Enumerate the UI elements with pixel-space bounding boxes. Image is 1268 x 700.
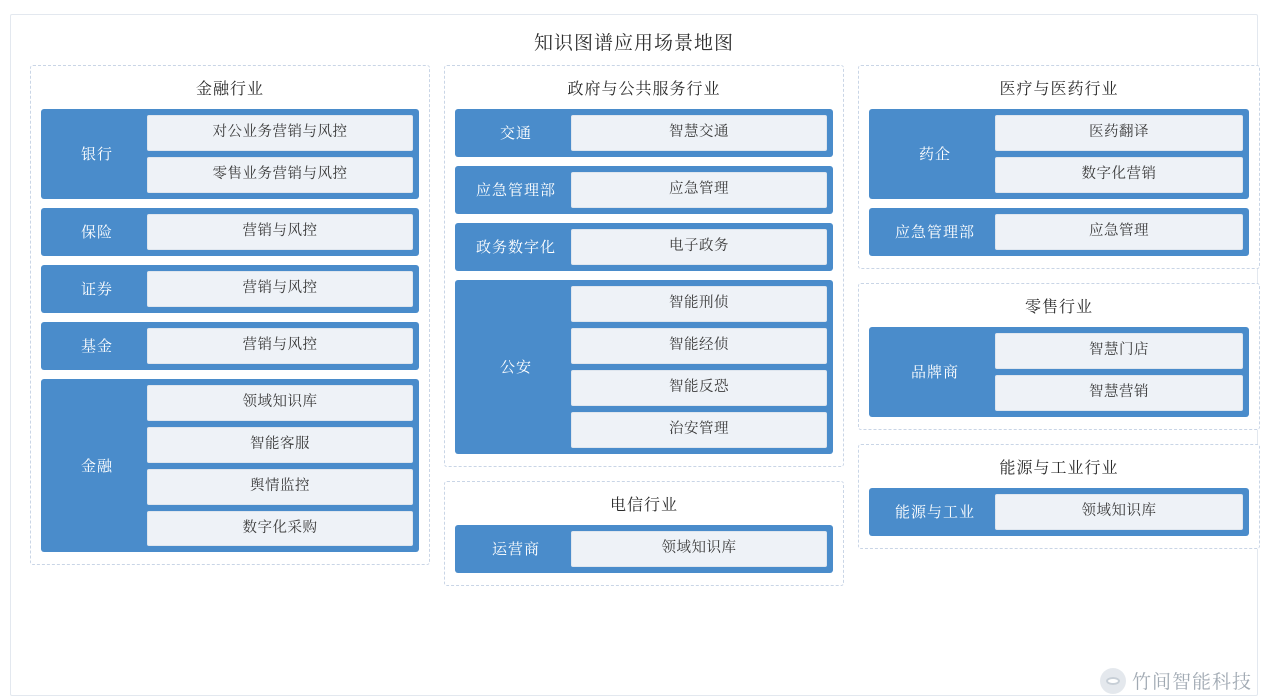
item-smart-store[interactable]: 智慧门店: [995, 333, 1243, 369]
group-government-digitalization[interactable]: [455, 223, 833, 271]
group-emergency-management-dept[interactable]: [455, 166, 833, 214]
column-middle: [444, 65, 844, 600]
item-pharma-translation[interactable]: 医药翻译: [995, 115, 1243, 151]
item-intelligent-counter-terrorism[interactable]: 智能反恐: [571, 370, 827, 406]
section-title-telecom: 电信行业: [609, 496, 678, 514]
group-items-pharma: [995, 115, 1243, 193]
group-fund[interactable]: [41, 322, 419, 370]
item-e-government[interactable]: 电子政务: [571, 229, 827, 265]
group-label-operator: 运营商: [491, 541, 540, 559]
watermark-text: 竹间智能科技: [1131, 672, 1252, 693]
item-intelligent-criminal-investigation[interactable]: 智能刑侦: [571, 286, 827, 322]
group-label-finance-general: 金融: [80, 458, 113, 476]
group-label-emergency-management-dept: 应急管理部: [475, 182, 556, 200]
item-smart-transportation[interactable]: 智慧交通: [571, 115, 827, 151]
group-items-transportation: [571, 115, 827, 151]
group-label-healthcare-emergency-dept: 应急管理部: [894, 224, 975, 242]
item-fund-marketing-risk[interactable]: 营销与风控: [147, 328, 413, 364]
item-telecom-domain-knowledge-base[interactable]: 领域知识库: [571, 531, 827, 567]
group-label-brand-owner: 品牌商: [910, 364, 959, 382]
group-label-pharma: 药企: [918, 146, 951, 164]
group-label-fund: 基金: [80, 338, 113, 356]
group-items-operator: [571, 531, 827, 567]
section-healthcare: [858, 65, 1260, 269]
group-insurance[interactable]: [41, 208, 419, 256]
section-government: [444, 65, 844, 467]
group-items-fund: [147, 328, 413, 364]
item-energy-domain-knowledge-base[interactable]: 领域知识库: [995, 494, 1243, 530]
section-title-finance: 金融行业: [195, 81, 264, 98]
item-digital-marketing[interactable]: 数字化营销: [995, 157, 1243, 193]
item-retail-marketing-risk[interactable]: 零售业务营销与风控: [147, 157, 413, 193]
group-items-public-security: [571, 286, 827, 448]
group-items-insurance: [147, 214, 413, 250]
watermark: [1100, 667, 1252, 694]
group-label-bank: 银行: [80, 146, 113, 164]
item-intelligent-customer-service[interactable]: 智能客服: [147, 427, 413, 463]
section-title-energy: 能源与工业行业: [999, 459, 1119, 477]
section-finance: [30, 65, 430, 565]
group-transportation[interactable]: [455, 109, 833, 157]
group-label-transportation: 交通: [499, 125, 532, 143]
group-label-energy-industry: 能源与工业: [894, 504, 975, 522]
group-items-energy-industry: [995, 494, 1243, 530]
item-smart-marketing[interactable]: 智慧营销: [995, 375, 1243, 411]
group-items-healthcare-emergency-dept: [995, 214, 1243, 250]
group-items-government-digitalization: [571, 229, 827, 265]
section-energy: [858, 444, 1260, 549]
item-public-order-management[interactable]: 治安管理: [571, 412, 827, 448]
weibo-logo-icon: [1100, 668, 1126, 694]
section-title-government: 政府与公共服务行业: [567, 81, 721, 98]
group-label-government-digitalization: 政务数字化: [475, 239, 556, 257]
group-label-public-security: 公安: [499, 359, 532, 377]
group-finance-general[interactable]: [41, 379, 419, 553]
page-title: 知识图谱应用场景地图: [533, 33, 734, 54]
group-securities[interactable]: [41, 265, 419, 313]
group-items-emergency-management-dept: [571, 172, 827, 208]
column-right: [858, 65, 1260, 563]
item-public-opinion-monitoring[interactable]: 舆情监控: [147, 469, 413, 505]
item-domain-knowledge-base[interactable]: 领域知识库: [147, 385, 413, 421]
group-items-bank: [147, 115, 413, 193]
group-bank[interactable]: [41, 109, 419, 199]
group-healthcare-emergency-dept[interactable]: [869, 208, 1249, 256]
group-items-securities: [147, 271, 413, 307]
item-insurance-marketing-risk[interactable]: 营销与风控: [147, 214, 413, 250]
group-operator[interactable]: [455, 525, 833, 573]
group-public-security[interactable]: [455, 280, 833, 454]
item-emergency-management[interactable]: 应急管理: [571, 172, 827, 208]
group-items-finance-general: [147, 385, 413, 547]
section-telecom: [444, 481, 844, 586]
item-securities-marketing-risk[interactable]: 营销与风控: [147, 271, 413, 307]
section-title-retail: 零售行业: [1024, 298, 1093, 316]
group-label-insurance: 保险: [80, 224, 113, 242]
group-brand-owner[interactable]: [869, 327, 1249, 417]
item-corporate-marketing-risk[interactable]: 对公业务营销与风控: [147, 115, 413, 151]
section-title-healthcare: 医疗与医药行业: [999, 81, 1119, 98]
group-items-brand-owner: [995, 333, 1243, 411]
section-retail: [858, 283, 1260, 430]
item-intelligent-economic-investigation[interactable]: 智能经侦: [571, 328, 827, 364]
group-energy-industry[interactable]: [869, 488, 1249, 536]
columns-container: [18, 65, 1250, 600]
group-label-securities: 证券: [80, 281, 113, 299]
group-pharma[interactable]: [869, 109, 1249, 199]
item-healthcare-emergency-management[interactable]: 应急管理: [995, 214, 1243, 250]
item-digital-procurement[interactable]: 数字化采购: [147, 511, 413, 547]
column-left: [30, 65, 430, 579]
